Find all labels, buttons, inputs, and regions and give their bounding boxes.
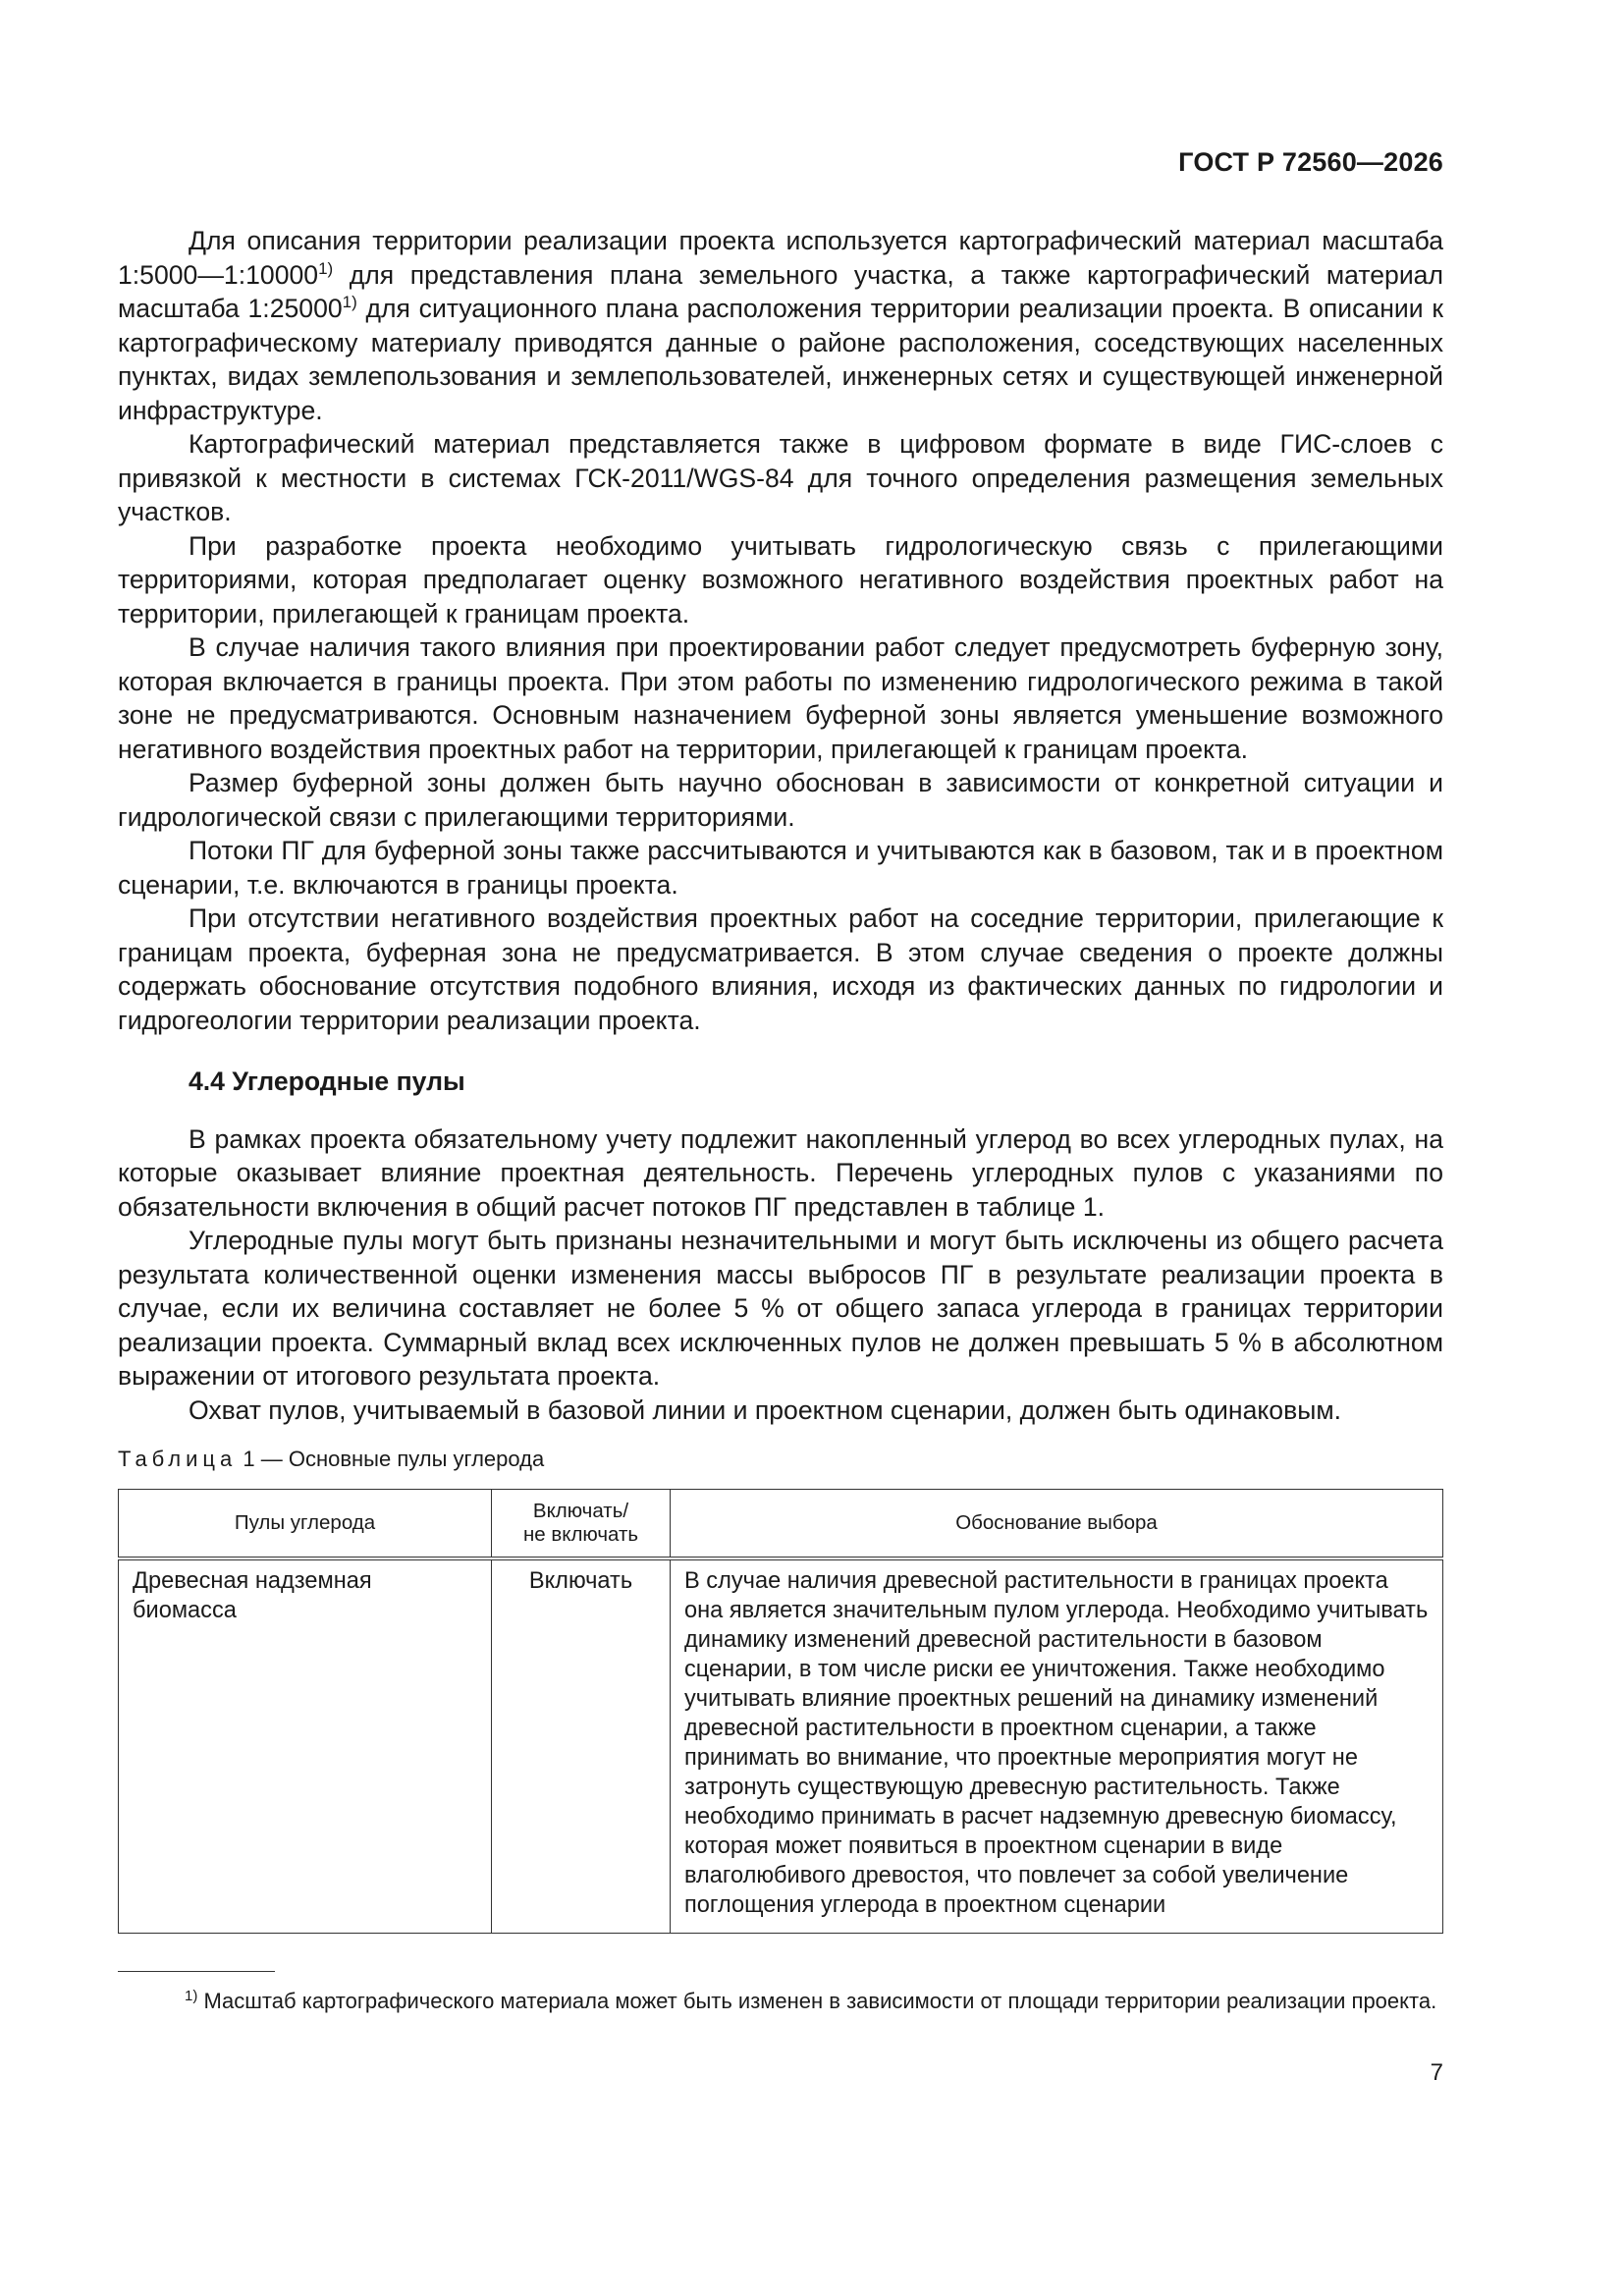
paragraph-map-scale: [118, 224, 1443, 427]
column-header-justification: Обоснование выбора: [671, 1489, 1443, 1558]
footnote-text: Масштаб картографического материала может быть изменен в зависимости от площади территории реализации проекта.: [203, 1989, 1437, 2013]
carbon-pools-table: [118, 1489, 1443, 1935]
page-number: 7: [1430, 2059, 1443, 2086]
paragraph: При разработке проекта необходимо учитывать гидрологическую связь с прилегающими территориями, которая предполагает оценку возможного негативного воздействия проектных работ на территории, прилегающей к границам проекта.: [118, 530, 1443, 629]
paragraph: В рамках проекта обязательному учету подлежит накопленный углерод во всех углеродных пулах, на которые оказывает влияние проектная деятельность. Перечень углеродных пулов с указаниями по обязательности включения в общий расчет потоков ПГ представлен в таблице 1.: [118, 1123, 1443, 1222]
paragraph: В случае наличия такого влияния при проектировании работ следует предусмотреть буферную зону, которая включается в границы проекта. При этом работы по изменению гидрологического режима в такой зоне не предусматриваются. Основным назначением буферной зоны является уменьшение возможного негативного воздействия проектных работ на территории, прилегающей к границам проекта.: [118, 632, 1443, 764]
paragraph: Углеродные пулы могут быть признаны незначительными и могут быть исключены из общего расчета результата количественной оценки изменения массы выбросов ПГ в результате реализации проекта в случае, если их величина составляет не более 5 % от общего запаса углерода в границах территории реализации проекта. Суммарный вклад всех исключенных пулов не должен превышать 5 % в абсолютном выражении от итогового результата проекта.: [118, 1226, 1443, 1391]
table-caption-label: Таблица: [118, 1447, 238, 1471]
paragraph-text: для ситуационного плана расположения территории реализации проекта. В описании к картографическому материалу приводятся данные о районе расположения, соседствующих населенных пунктах, видах землепользования и землепользователей, инженерных сетях и существующей инженерной инфраструктуре.: [118, 294, 1443, 425]
table-cell-pool: Древесная надземная биомасса: [119, 1558, 492, 1934]
table-cell-include: Включать: [492, 1558, 671, 1934]
footnote-ref: 1): [342, 293, 357, 312]
table-row: [119, 1558, 1443, 1934]
footnote: [118, 1986, 1443, 2016]
paragraph: Размер буферной зоны должен быть научно обоснован в зависимости от конкретной ситуации и гидрологической связи с прилегающими территориями.: [118, 768, 1443, 832]
paragraph-text: для представления плана земельного участка, а также картографический материал масштаба 1:25000: [118, 259, 1443, 323]
table-header-row: [119, 1489, 1443, 1558]
footnote-separator: [118, 1971, 275, 1972]
paragraph-text: Для описания территории реализации проекта используется картографический материал масштаба 1:5000—1:10000: [118, 226, 1443, 290]
column-header-include: Включать/ не включать: [492, 1489, 671, 1558]
table-caption: [118, 1443, 1443, 1477]
paragraph: Картографический материал представляется также в цифровом формате в виде ГИС-слоев с привязкой к местности в системах ГСК-2011/WGS-84 для точного определения размещения земельных участков.: [118, 429, 1443, 526]
table-cell-justification: В случае наличия древесной растительности в границах проекта она является значительным пулом углерода. Необходимо учитывать динамику изменений древесной растительности в базовом сценарии, в том числе риски ее уничтожения. Также необходимо учитывать влияние проектных решений на динамику изменений древесной растительности в проектном сценарии, а также принимать во внимание, что проектные мероприятия могут не затронуть существующую древесную растительность. Также необходимо принимать в расчет надземную древесную биомассу, которая может появиться в проектном сценарии в виде влаголюбивого древостоя, что повлечет за собой увеличение поглощения углерода в проектном сценарии: [671, 1558, 1443, 1934]
document-code: ГОСТ Р 72560—2026: [1178, 147, 1443, 177]
page-body: [118, 224, 1443, 1934]
section-heading: 4.4 Углеродные пулы: [189, 1066, 465, 1096]
paragraph: Потоки ПГ для буферной зоны также рассчитываются и учитываются как в базовом, так и в проектном сценарии, т.е. включаются в границы проекта.: [118, 836, 1443, 900]
column-header-pools: Пулы углерода: [119, 1489, 492, 1558]
footnote-marker: 1): [185, 1987, 198, 2004]
footnote-ref: 1): [318, 258, 334, 278]
paragraph: При отсутствии негативного воздействия проектных работ на соседние территории, прилегающие к границам проекта, буферная зона не предусматривается. В этом случае сведения о проекте должны содержать обоснование отсутствия подобного влияния, исходя из фактических данных по гидрологии и гидрогеологии территории реализации проекта.: [118, 903, 1443, 1035]
paragraph: Охват пулов, учитываемый в базовой линии и проектном сценарии, должен быть одинаковым.: [189, 1394, 1342, 1425]
table-caption-text: 1 — Основные пулы углерода: [243, 1447, 545, 1471]
